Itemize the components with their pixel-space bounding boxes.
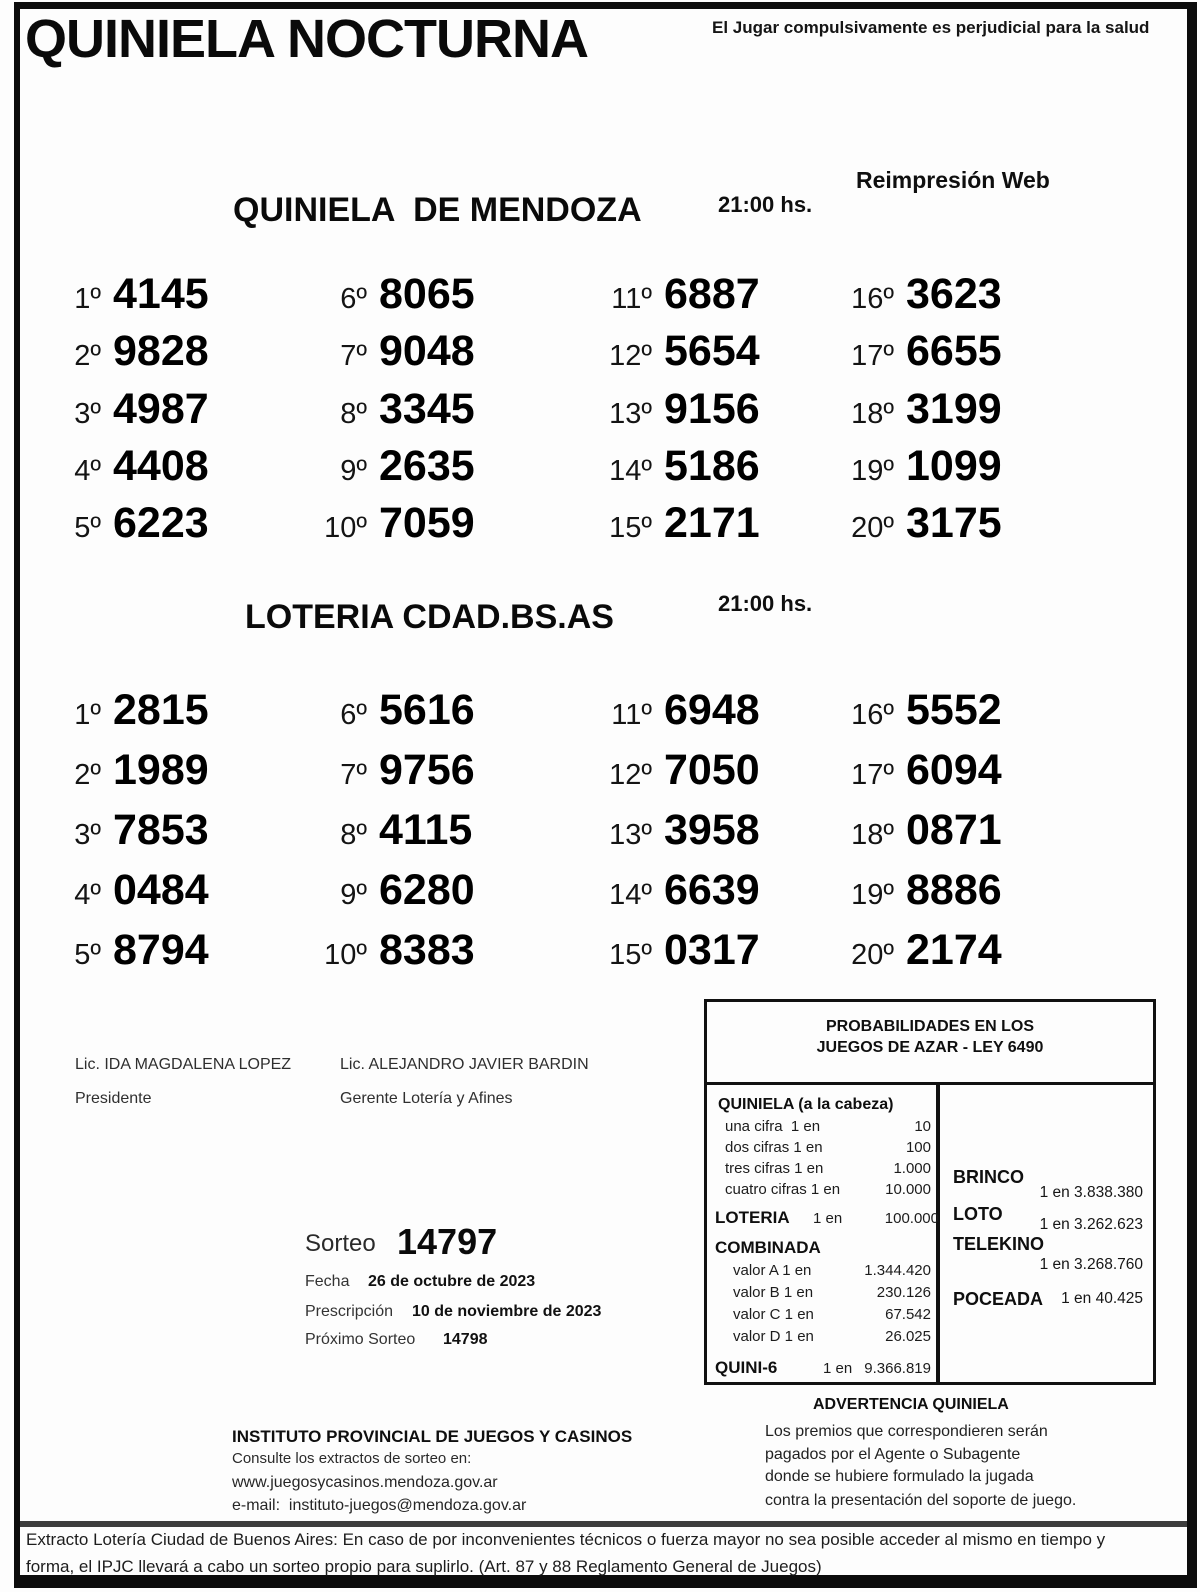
odds-row (733, 1284, 931, 1306)
result-row (43, 495, 209, 552)
position-label: 14º (609, 879, 652, 911)
result-number: 5552 (906, 686, 1002, 734)
position-label: 8º (340, 397, 367, 430)
result-row (594, 920, 760, 980)
position-label: 3º (74, 397, 101, 430)
result-row (836, 438, 1002, 495)
position-label: 10º (324, 512, 367, 545)
result-number: 2815 (113, 686, 209, 734)
position-label: 2º (74, 759, 101, 791)
prescripcion-label: Prescripción (305, 1303, 394, 1320)
proximo-sorteo-label: Próximo Sorteo (305, 1331, 416, 1348)
odds-row (733, 1262, 931, 1284)
result-row (43, 438, 209, 495)
odds-label: tres cifras 1 en (725, 1160, 824, 1177)
prescripcion-value: 10 de noviembre de 2023 (412, 1303, 602, 1320)
position-label: 8º (340, 819, 367, 851)
position-label: 19º (851, 454, 894, 487)
odds-row (733, 1328, 931, 1350)
result-row (309, 381, 475, 438)
email-label: e-mail: (232, 1497, 281, 1514)
result-row (309, 266, 475, 323)
position-label: 18º (851, 397, 894, 430)
position-label: 13º (609, 397, 652, 430)
result-number: 1099 (906, 441, 1002, 490)
position-label: 9º (340, 879, 367, 911)
advertencia-title: ADVERTENCIA QUINIELA (813, 1396, 1009, 1413)
position-label: 6º (340, 283, 367, 315)
result-row (836, 800, 1002, 860)
odds-label: valor A 1 en (733, 1262, 812, 1279)
odds-label: valor D 1 en (733, 1328, 814, 1345)
poceada-label: POCEADA (953, 1289, 1044, 1309)
odds-label: una cifra 1 en (725, 1118, 821, 1135)
loteria-odds-value: 100.000 (884, 1210, 939, 1227)
quiniela-odds-rows (725, 1118, 931, 1202)
position-label: 9º (340, 454, 367, 487)
position-label: 20º (851, 939, 894, 971)
result-row (594, 860, 760, 920)
result-number: 0871 (906, 806, 1002, 854)
instituto-website: www.juegosycasinos.mendoza.gov.ar (232, 1474, 498, 1491)
position-label: 17º (851, 759, 894, 791)
result-number: 8794 (113, 926, 209, 974)
footer-divider (20, 1521, 1187, 1527)
health-warning-text: El Jugar compulsivamente es perjudicial para la salud (712, 18, 1150, 37)
result-row (594, 323, 760, 380)
result-number: 3958 (664, 806, 760, 854)
result-number: 6655 (906, 327, 1002, 376)
result-row (309, 860, 475, 920)
official-2-role: Gerente Lotería y Afines (340, 1090, 513, 1107)
result-number: 4115 (379, 806, 473, 854)
position-label: 10º (324, 939, 367, 971)
bsas-results-column-1 (43, 680, 209, 980)
result-number: 7050 (664, 746, 760, 794)
result-row (43, 680, 209, 740)
result-row (836, 323, 1002, 380)
odds-value: 26.025 (885, 1328, 931, 1345)
mendoza-results-column-4 (836, 266, 1002, 552)
loto-odds-value: 1 en 3.262.623 (1039, 1216, 1143, 1233)
result-row (836, 920, 1002, 980)
result-row (836, 680, 1002, 740)
position-label: 15º (609, 512, 652, 545)
result-row (309, 740, 475, 800)
position-label: 6º (340, 699, 367, 731)
bsas-section-title: LOTERIA CDAD.BS.AS (245, 598, 614, 636)
odds-row (725, 1139, 931, 1160)
mendoza-results-column-3 (594, 266, 760, 552)
mendoza-results-column-1 (43, 266, 209, 552)
quini6-odds-mid: 1 en (823, 1360, 853, 1377)
result-number: 7853 (113, 806, 209, 854)
bsas-results-column-4 (836, 680, 1002, 980)
reprint-web-label: Reimpresión Web (856, 167, 1050, 193)
combinada-odds-header: COMBINADA (715, 1238, 821, 1257)
odds-label: valor C 1 en (733, 1306, 814, 1323)
position-label: 4º (74, 879, 101, 911)
odds-value: 230.126 (876, 1284, 931, 1301)
result-number: 8886 (906, 866, 1002, 914)
position-label: 14º (609, 454, 652, 487)
result-number: 9156 (664, 384, 760, 433)
sorteo-number: 14797 (397, 1221, 498, 1262)
result-number: 7059 (379, 499, 475, 548)
result-number: 2635 (379, 441, 475, 490)
result-row (594, 438, 760, 495)
result-number: 6280 (379, 866, 475, 914)
result-row (309, 323, 475, 380)
odds-value: 1.344.420 (864, 1262, 931, 1279)
result-row (43, 860, 209, 920)
result-number: 5186 (664, 441, 760, 490)
result-row (309, 438, 475, 495)
odds-label: valor B 1 en (733, 1284, 814, 1301)
result-number: 5654 (664, 327, 760, 376)
advertencia-line-3: donde se hubiere formulado la jugada (765, 1468, 1034, 1485)
position-label: 17º (851, 340, 894, 373)
result-row (594, 800, 760, 860)
document-title: QUINIELA NOCTURNA (25, 9, 588, 69)
position-label: 7º (340, 340, 367, 373)
bsas-results-column-2 (309, 680, 475, 980)
result-number: 3623 (906, 270, 1002, 318)
result-number: 2171 (664, 499, 760, 548)
result-number: 9828 (113, 327, 209, 376)
result-number: 8065 (379, 270, 475, 318)
probabilities-title-line2: JUEGOS DE AZAR - LEY 6490 (816, 1039, 1044, 1056)
probabilities-title (707, 1016, 1153, 1058)
position-label: 16º (851, 283, 894, 315)
official-1-name: Lic. IDA MAGDALENA LOPEZ (75, 1056, 292, 1073)
result-row (836, 740, 1002, 800)
odds-row (725, 1181, 931, 1202)
mendoza-draw-time: 21:00 hs. (718, 192, 813, 217)
result-number: 2174 (906, 926, 1002, 974)
position-label: 3º (74, 819, 101, 851)
position-label: 11º (611, 699, 652, 731)
result-number: 4987 (113, 384, 209, 433)
position-label: 2º (74, 340, 101, 373)
result-number: 4145 (113, 270, 209, 318)
result-row (43, 740, 209, 800)
footer-disclaimer-line-1: Extracto Lotería Ciudad de Buenos Aires: En caso de por inconvenientes técnicos o fuerza mayor no sea posible acceder al mismo en tiempo y (26, 1530, 1106, 1549)
sorteo-label: Sorteo (305, 1230, 376, 1257)
result-number: 4408 (113, 441, 209, 490)
position-label: 4º (74, 454, 101, 487)
probabilities-title-divider (707, 1082, 1153, 1085)
odds-value: 10 (914, 1118, 931, 1135)
result-row (43, 920, 209, 980)
result-number: 0317 (664, 926, 760, 974)
result-number: 6094 (906, 746, 1002, 794)
telekino-odds-value: 1 en 3.268.760 (1039, 1256, 1143, 1273)
odds-value: 10.000 (885, 1181, 931, 1198)
result-row (594, 680, 760, 740)
position-label: 5º (74, 512, 101, 545)
result-row (836, 495, 1002, 552)
result-number: 8383 (379, 926, 475, 974)
official-2-name: Lic. ALEJANDRO JAVIER BARDIN (340, 1056, 589, 1073)
result-row (309, 495, 475, 552)
result-number: 6639 (664, 866, 760, 914)
odds-value: 100 (905, 1139, 931, 1156)
fecha-label: Fecha (305, 1273, 350, 1290)
advertencia-line-2: pagados por el Agente o Subagente (765, 1446, 1021, 1463)
mendoza-results-column-2 (309, 266, 475, 552)
position-label: 7º (340, 759, 367, 791)
result-row (594, 381, 760, 438)
result-number: 9756 (379, 746, 475, 794)
poceada-odds-value: 1 en 40.425 (1061, 1290, 1143, 1307)
result-row (43, 381, 209, 438)
brinco-label: BRINCO (953, 1167, 1024, 1187)
fecha-value: 26 de octubre de 2023 (368, 1273, 536, 1290)
brinco-odds-value: 1 en 3.838.380 (1039, 1184, 1143, 1201)
result-row (594, 740, 760, 800)
position-label: 12º (609, 759, 652, 791)
official-1-role: Presidente (75, 1090, 152, 1107)
telekino-label: TELEKINO (953, 1234, 1045, 1254)
odds-row (733, 1306, 931, 1328)
result-row (43, 266, 209, 323)
result-number: 6887 (664, 270, 760, 318)
odds-row (725, 1160, 931, 1181)
probabilities-column-divider (936, 1082, 940, 1382)
loteria-odds-mid: 1 en (813, 1210, 843, 1227)
odds-label: cuatro cifras 1 en (725, 1181, 841, 1198)
loto-label: LOTO (953, 1204, 1003, 1224)
position-label: 12º (609, 340, 652, 373)
result-row (836, 381, 1002, 438)
result-number: 5616 (379, 686, 475, 734)
result-row (43, 800, 209, 860)
loteria-odds-label: LOTERIA (715, 1208, 790, 1227)
result-number: 3345 (379, 384, 475, 433)
instituto-email-line (232, 1497, 526, 1515)
result-row (43, 323, 209, 380)
position-label: 19º (851, 879, 894, 911)
position-label: 1º (74, 283, 101, 315)
result-row (594, 495, 760, 552)
position-label: 5º (74, 939, 101, 971)
result-row (836, 860, 1002, 920)
result-number: 0484 (113, 866, 209, 914)
footer-disclaimer-line-2: forma, el IPJC llevará a cabo un sorteo propio para suplirlo. (Art. 87 y 88 Reglamento General de Juegos) (26, 1557, 822, 1576)
quiniela-odds-header: QUINIELA (a la cabeza) (718, 1096, 894, 1113)
result-row (309, 680, 475, 740)
odds-row (725, 1118, 931, 1139)
instituto-name: INSTITUTO PROVINCIAL DE JUEGOS Y CASINOS (232, 1427, 633, 1446)
odds-value: 67.542 (885, 1306, 931, 1323)
position-label: 13º (609, 819, 652, 851)
probabilities-title-line1: PROBABILIDADES EN LOS (825, 1018, 1034, 1035)
position-label: 16º (851, 699, 894, 731)
result-row (309, 920, 475, 980)
position-label: 20º (851, 512, 894, 545)
result-number: 1989 (113, 746, 209, 794)
odds-value: 1.000 (893, 1160, 931, 1177)
quini6-odds-label: QUINI-6 (715, 1358, 778, 1377)
result-row (594, 266, 760, 323)
probabilities-box (704, 999, 1156, 1385)
position-label: 18º (851, 819, 894, 851)
bsas-results-column-3 (594, 680, 760, 980)
result-number: 3175 (906, 499, 1002, 548)
email-address: instituto-juegos@mendoza.gov.ar (288, 1497, 527, 1514)
advertencia-line-4: contra la presentación del soporte de juego. (765, 1492, 1077, 1509)
mendoza-section-title: QUINIELA DE MENDOZA (233, 191, 642, 229)
combinada-odds-rows (733, 1262, 931, 1350)
instituto-consulte-line: Consulte los extractos de sorteo en: (232, 1450, 472, 1467)
position-label: 15º (609, 939, 652, 971)
result-row (836, 266, 1002, 323)
odds-label: dos cifras 1 en (725, 1139, 823, 1156)
proximo-sorteo-value: 14798 (443, 1331, 488, 1348)
result-row (309, 800, 475, 860)
result-number: 3199 (906, 384, 1002, 433)
position-label: 11º (611, 283, 652, 315)
result-number: 9048 (379, 327, 475, 376)
quini6-odds-value: 9.366.819 (864, 1360, 931, 1377)
bsas-draw-time: 21:00 hs. (718, 591, 813, 616)
position-label: 1º (74, 699, 101, 731)
result-number: 6948 (664, 686, 760, 734)
advertencia-line-1: Los premios que correspondieren serán (765, 1423, 1048, 1440)
result-number: 6223 (113, 499, 209, 548)
